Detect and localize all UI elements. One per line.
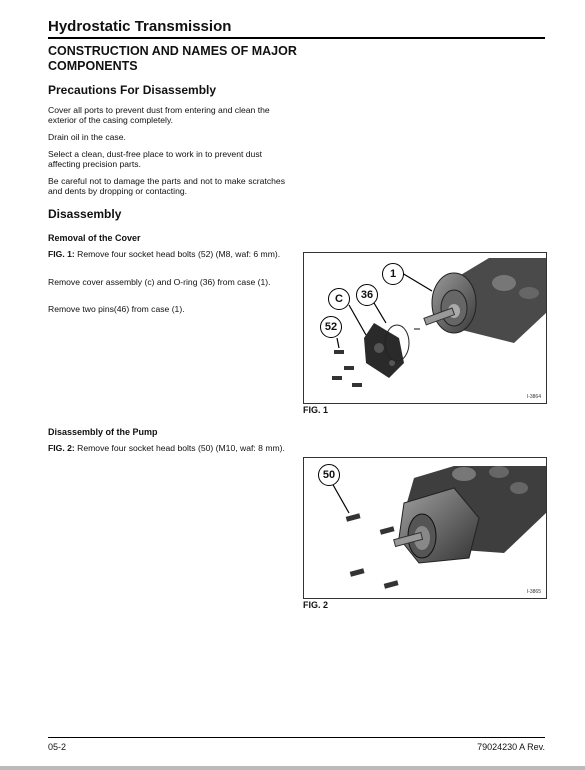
callout-50: 50: [318, 464, 340, 486]
fig1-code: I-3864: [526, 394, 541, 400]
footer-rule: [48, 737, 545, 738]
bottom-border: [0, 766, 585, 770]
fig2-illustration: [304, 458, 546, 598]
cover-step-1-text: Remove four socket head bolts (52) (M8, waf: 6 mm).: [77, 249, 281, 259]
fig2-caption: FIG. 2: [303, 600, 329, 610]
pump-step-1: [48, 443, 285, 453]
disassembly-heading: Disassembly: [48, 207, 122, 221]
precautions-paragraph-1: Cover all ports to prevent dust from entering and clean the exterior of the casing completely.: [48, 105, 270, 125]
page-header-title: Hydrostatic Transmission: [48, 18, 232, 35]
precautions-paragraph-2: Drain oil in the case.: [48, 132, 126, 142]
cover-step-2: Remove cover assembly (c) and O-ring (36) from case (1).: [48, 277, 271, 287]
precautions-heading: Precautions For Disassembly: [48, 83, 217, 97]
figure-1: [303, 252, 547, 404]
cover-step-1: [48, 249, 285, 259]
pump-disassembly-heading: Disassembly of the Pump: [48, 427, 158, 437]
fig-label: FIG. 2:: [48, 443, 75, 453]
precautions-paragraph-4: Be careful not to damage the parts and not to make scratches and dents by dropping or contacting.: [48, 176, 285, 196]
fig1-caption: FIG. 1: [303, 405, 329, 415]
precautions-paragraph-3: Select a clean, dust-free place to work in to prevent dust affecting precision parts.: [48, 149, 263, 169]
callout-52: 52: [320, 316, 342, 338]
figure-2: [303, 457, 547, 599]
page-number: 05-2: [48, 742, 67, 752]
fig-label: FIG. 1:: [48, 249, 75, 259]
header-rule: [48, 37, 545, 39]
pump-step-1-text: Remove four socket head bolts (50) (M10, waf: 8 mm).: [77, 443, 285, 453]
cover-step-3: Remove two pins(46) from case (1).: [48, 304, 185, 314]
callout-c: C: [328, 288, 350, 310]
callout-1: 1: [382, 263, 404, 285]
cover-removal-heading: Removal of the Cover: [48, 233, 141, 243]
document-number: 79024230 A Rev.: [477, 742, 545, 752]
callout-36: 36: [356, 284, 378, 306]
section-title: CONSTRUCTION AND NAMES OF MAJOR COMPONENTS: [48, 44, 297, 73]
fig2-code: I-3865: [526, 589, 541, 595]
